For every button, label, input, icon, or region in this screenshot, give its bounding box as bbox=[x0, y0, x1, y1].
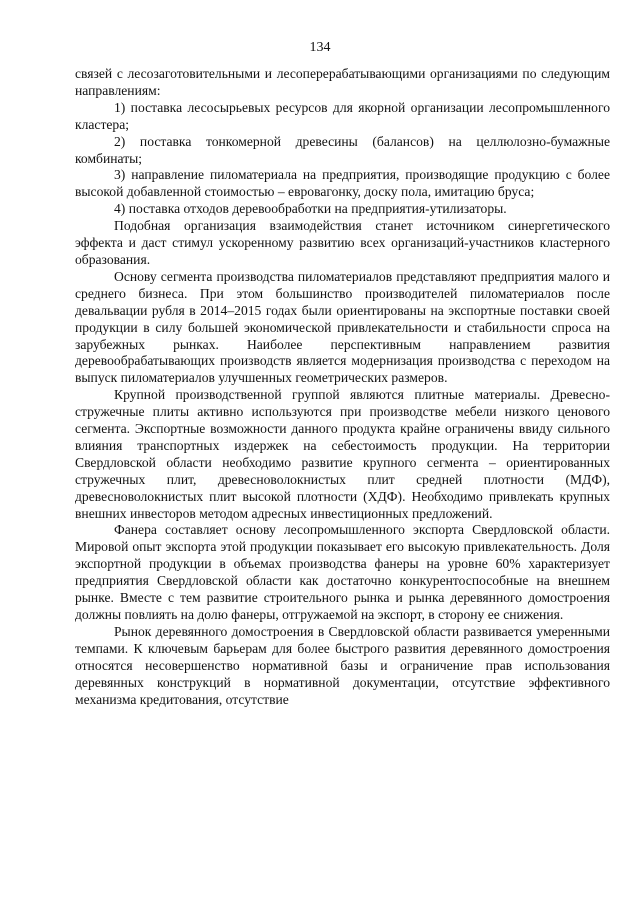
paragraph: Фанера составляет основу лесопромышленного экспорта Свердловской области. Мировой опыт экспорта этой продукции показывает его высокую привлекательность. Доля экспортной продукции в объемах производства фанеры на уровне 60% характеризует предприятия Свердловской области как достаточно конкурентоспособные на внешнем рынке. Вместе с тем развитие строительного рынка и рынка деревянного домостроения должны повлиять на долю фанеры, отгружаемой на экспорт, в сторону ее снижения. bbox=[75, 522, 610, 622]
list-item: 3) направление пиломатериала на предприятия, производящие продукцию с более высокой добавленной стоимостью – евровагонку, доску пола, имитацию бруса; bbox=[75, 167, 610, 200]
list-item: 1) поставка лесосырьевых ресурсов для якорной организации лесопромышленного кластера; bbox=[75, 99, 610, 132]
list-item: 4) поставка отходов деревообработки на предприятия-утилизаторы. bbox=[114, 201, 507, 217]
paragraph: Подобная организация взаимодействия станет источником синергетического эффекта и даст стимул ускоренному развитию всех организаций-участников кластерного образования. bbox=[75, 218, 610, 267]
page-number: 134 bbox=[309, 40, 331, 55]
paragraph: Крупной производственной группой являются плитные материалы. Древесно-стружечные плиты активно используются при производстве мебели низкого ценового сегмента. Экспортные возможности данного продукта крайне ограничены ввиду сильного влияния транспортных издержек на себестоимость продукции. На территории Свердловской области необходимо развитие крупного сегмента – ориентированных стружечных плит, древесноволокнистых плит средней плотности (МДФ), древесноволокнистых плит высокой плотности (ХДФ). Необходимо привлекать крупных внешних инвесторов методом адресных инвестиционных предложений. bbox=[75, 387, 610, 521]
paragraph: связей с лесозаготовительными и лесоперерабатывающими организациями по следующим направлениям: bbox=[75, 66, 610, 98]
paragraph: Рынок деревянного домостроения в Свердловской области развивается умеренными темпами. К ключевым барьерам для более быстрого развития деревянного домостроения относятся несовершенство нормативной базы и ограничение прав использования деревянных конструкций в нормативной документации, отсутствие эффективного механизма кредитования, отсутствие bbox=[75, 623, 610, 707]
list-item: 2) поставка тонкомерной древесины (балансов) на целлюлозно-бумажные комбинаты; bbox=[75, 133, 610, 166]
page-body bbox=[75, 66, 610, 708]
paragraph: Основу сегмента производства пиломатериалов представляют предприятия малого и среднего бизнеса. При этом большинство производителей пиломатериалов после девальвации рубля в 2014–2015 годах были ориентированы на экспортные поставки своей продукции в силу большей экономической привлекательности и стабильности спроса на зарубежных рынках. Наиболее перспективным направлением развития деревообрабатывающих производств является модернизация производства с переходом на выпуск пиломатериалов улучшенных геометрических размеров. bbox=[75, 268, 610, 386]
